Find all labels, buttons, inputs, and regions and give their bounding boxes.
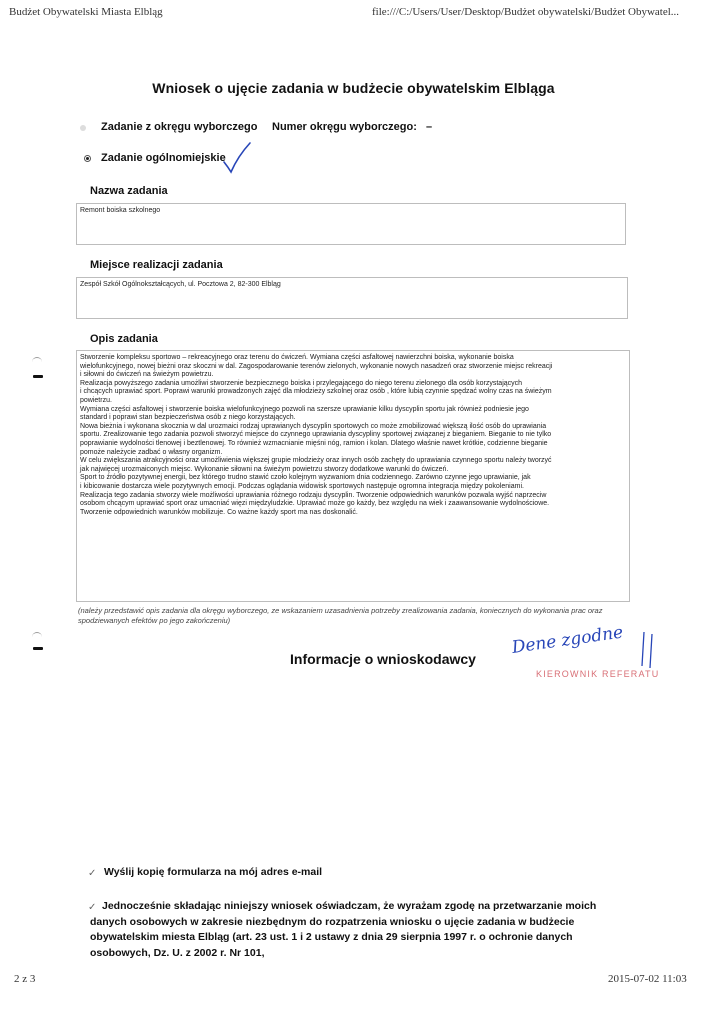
punch-hole-arc <box>32 357 42 364</box>
copy-checkbox[interactable]: ✓ <box>88 868 97 879</box>
description-line: wielofunkcyjnego, nowej bieżni oraz skoczni w dal. Zagospodarowanie terenów zielonych, wykonanie nowych nasadzeń oraz stworzenie miejsc rekreacji <box>80 362 553 370</box>
description-line: sportu. Zrealizowanie tego zadania pozwoli stworzyć miejsce do czynnego uprawiania dyscypliny sportowej związanej z bieganiem. Bieganie to nie tylko <box>80 431 552 439</box>
description-note: (należy przedstawić opis zadania dla okręgu wyborczego, ze wskazaniem uzasadnienia potrzeby zrealizowania zadania, koniecznych do wykonania prac oraz spodziewanych efektów po jego zakończeniu) <box>78 606 603 625</box>
punch-hole-arc <box>32 632 42 639</box>
task-name-field[interactable] <box>76 203 626 245</box>
description-line: i siłowni do ćwiczeń na świeżym powietrzu. <box>80 371 214 379</box>
browser-page-title: Budżet Obywatelski Miasta Elbląg <box>9 6 163 18</box>
description-line: Wymiana części asfaltowej i stworzenie boiska wielofunkcyjnego pozwoli na szersze uprawianie kilku dyscyplin sportu jak również podniesie jego <box>80 405 529 413</box>
description-line: poprawianie wydolności tlenowej i beztlenowej. To również wzmacnianie mięśni nóg, ramion i kolan. Dlatego właśnie nawet krótkie, codzienne bieganie <box>80 439 548 447</box>
applicant-header: Informacje o wnioskodawcy <box>290 651 476 667</box>
description-line: Realizacja tego zadania stworzy wiele możliwości uprawiania różnego rodzaju dyscyplin. Tworzenie odpowiednich warunków pozwala wyjść naprzeciw <box>80 491 547 499</box>
consent-text: Jednocześnie składając niniejszy wniosek oświadczam, że wyrażam zgodę na przetwarzanie moich danych osobowych w zakresie niezbędnym do rozpatrzenia wniosku o ujęcie zadania w budżecie obywatelskim miesta Elbląg (art. 23 ust. 1 i 2 ustawy z dnia 29 sierpnia 1997 r. o ochronie danych osobowych, Dz. U. z 2002 r. Nr 101, <box>90 900 597 959</box>
location-value: Zespół Szkół Ogólnokształcących, ul. Pocztowa 2, 82-300 Elbląg <box>80 281 281 288</box>
description-line: osobom chcącym uprawiać sport oraz umacniać więzi międzyludzkie. Uprawiać może go każdy, bez względu na wiek i zaawansowanie wydolnościowe. <box>80 500 550 508</box>
location-label: Miejsce realizacji zadania <box>90 259 223 271</box>
description-label: Opis zadania <box>90 333 158 345</box>
signature-stroke-icon <box>640 630 660 670</box>
description-line: Sport to źródło pozytywnej energii, bez którego trudno stawić czoło kolejnym wyzwaniom dnia codziennego. Zarówno czynne jego uprawianie, jak <box>80 474 531 482</box>
punch-hole <box>33 647 43 650</box>
copy-checkbox-label: Wyślij kopię formularza na mój adres e-mail <box>104 866 323 878</box>
district-task-label: Zadanie z okręgu wyborczego <box>101 121 258 133</box>
citywide-radio[interactable] <box>84 155 91 162</box>
handwritten-checkmark-icon <box>222 140 252 176</box>
description-textarea[interactable] <box>76 350 630 602</box>
punch-hole <box>33 375 43 378</box>
description-line: i kibicowanie dostarcza wiele pozytywnych emocji. Podczas oglądania widowisk sportowych następuje ogromna integracja między pokoleniami. <box>80 482 524 490</box>
description-line: Realizacja powyższego zadania umożliwi stworzenie bezpiecznego boiska i przylegającego do niego terenu zielonego dla osób korzystających <box>80 379 523 387</box>
consent-checkbox[interactable]: ✓ <box>88 902 97 913</box>
description-line: pomoże należycie zadbać o własny organizm. <box>80 448 223 456</box>
task-name-label: Nazwa zadania <box>90 185 168 197</box>
description-line: W celu zwiększania atrakcyjności oraz umożliwienia większej grupie młodzieży oraz innych osób zachęty do uprawiania czynnego sportu należy tworzyć <box>80 457 552 465</box>
description-line: i chcących uprawiać sport. Poprawi warunki prowadzonych zajęć dla młodzieży szkolnej oraz osób , które lubią czynnie spędzać wolny czas na świeżym <box>80 388 552 396</box>
district-radio[interactable] <box>80 125 86 131</box>
print-datetime: 2015-07-02 11:03 <box>608 973 687 985</box>
browser-file-url: file:///C:/Users/User/Desktop/Budżet obywatelski/Budżet Obywatel... <box>372 6 680 18</box>
radio-dot <box>86 157 89 160</box>
form-title: Wniosek o ujęcie zadania w budżecie obywatelskim Elbląga <box>152 80 555 96</box>
description-line: jak najwięcej urozmaiconych miejsc. Wykonanie siłowni na świeżym powietrzu stworzy dodatkowe warunki do ćwiczeń. <box>80 465 449 473</box>
page-number: 2 z 3 <box>14 973 36 985</box>
handwritten-signature: Dene zgodne <box>510 622 625 658</box>
description-line: powietrzu. <box>80 396 112 404</box>
task-name-value: Remont boiska szkolnego <box>80 207 161 214</box>
citywide-task-label: Zadanie ogólnomiejskie <box>101 152 226 164</box>
description-line: Stworzenie kompleksu sportowo – rekreacyjnego oraz terenu do ćwiczeń. Wymiana części asfaltowej nawierzchni boiska, wykonanie boiska <box>80 354 514 361</box>
location-field[interactable] <box>76 277 628 319</box>
official-stamp: KIEROWNIK REFERATU <box>536 669 660 679</box>
description-line: standard i poprawi stan bezpieczeństwa osób z niego korzystających. <box>80 414 296 422</box>
district-number-label: Numer okręgu wyborczego: <box>272 121 417 133</box>
description-line: Tworzenie odpowiednich warunków mobilizuje. Co ważne każdy sport ma nas doskonalić. <box>80 508 358 516</box>
description-line: Nowa bieżnia i wykonana skocznia w dal urozmaici rodzaj uprawianych dyscyplin sportowych co może zmobilizować większą ilość osób do uprawiania <box>80 422 547 430</box>
district-number-value: – <box>426 121 433 133</box>
